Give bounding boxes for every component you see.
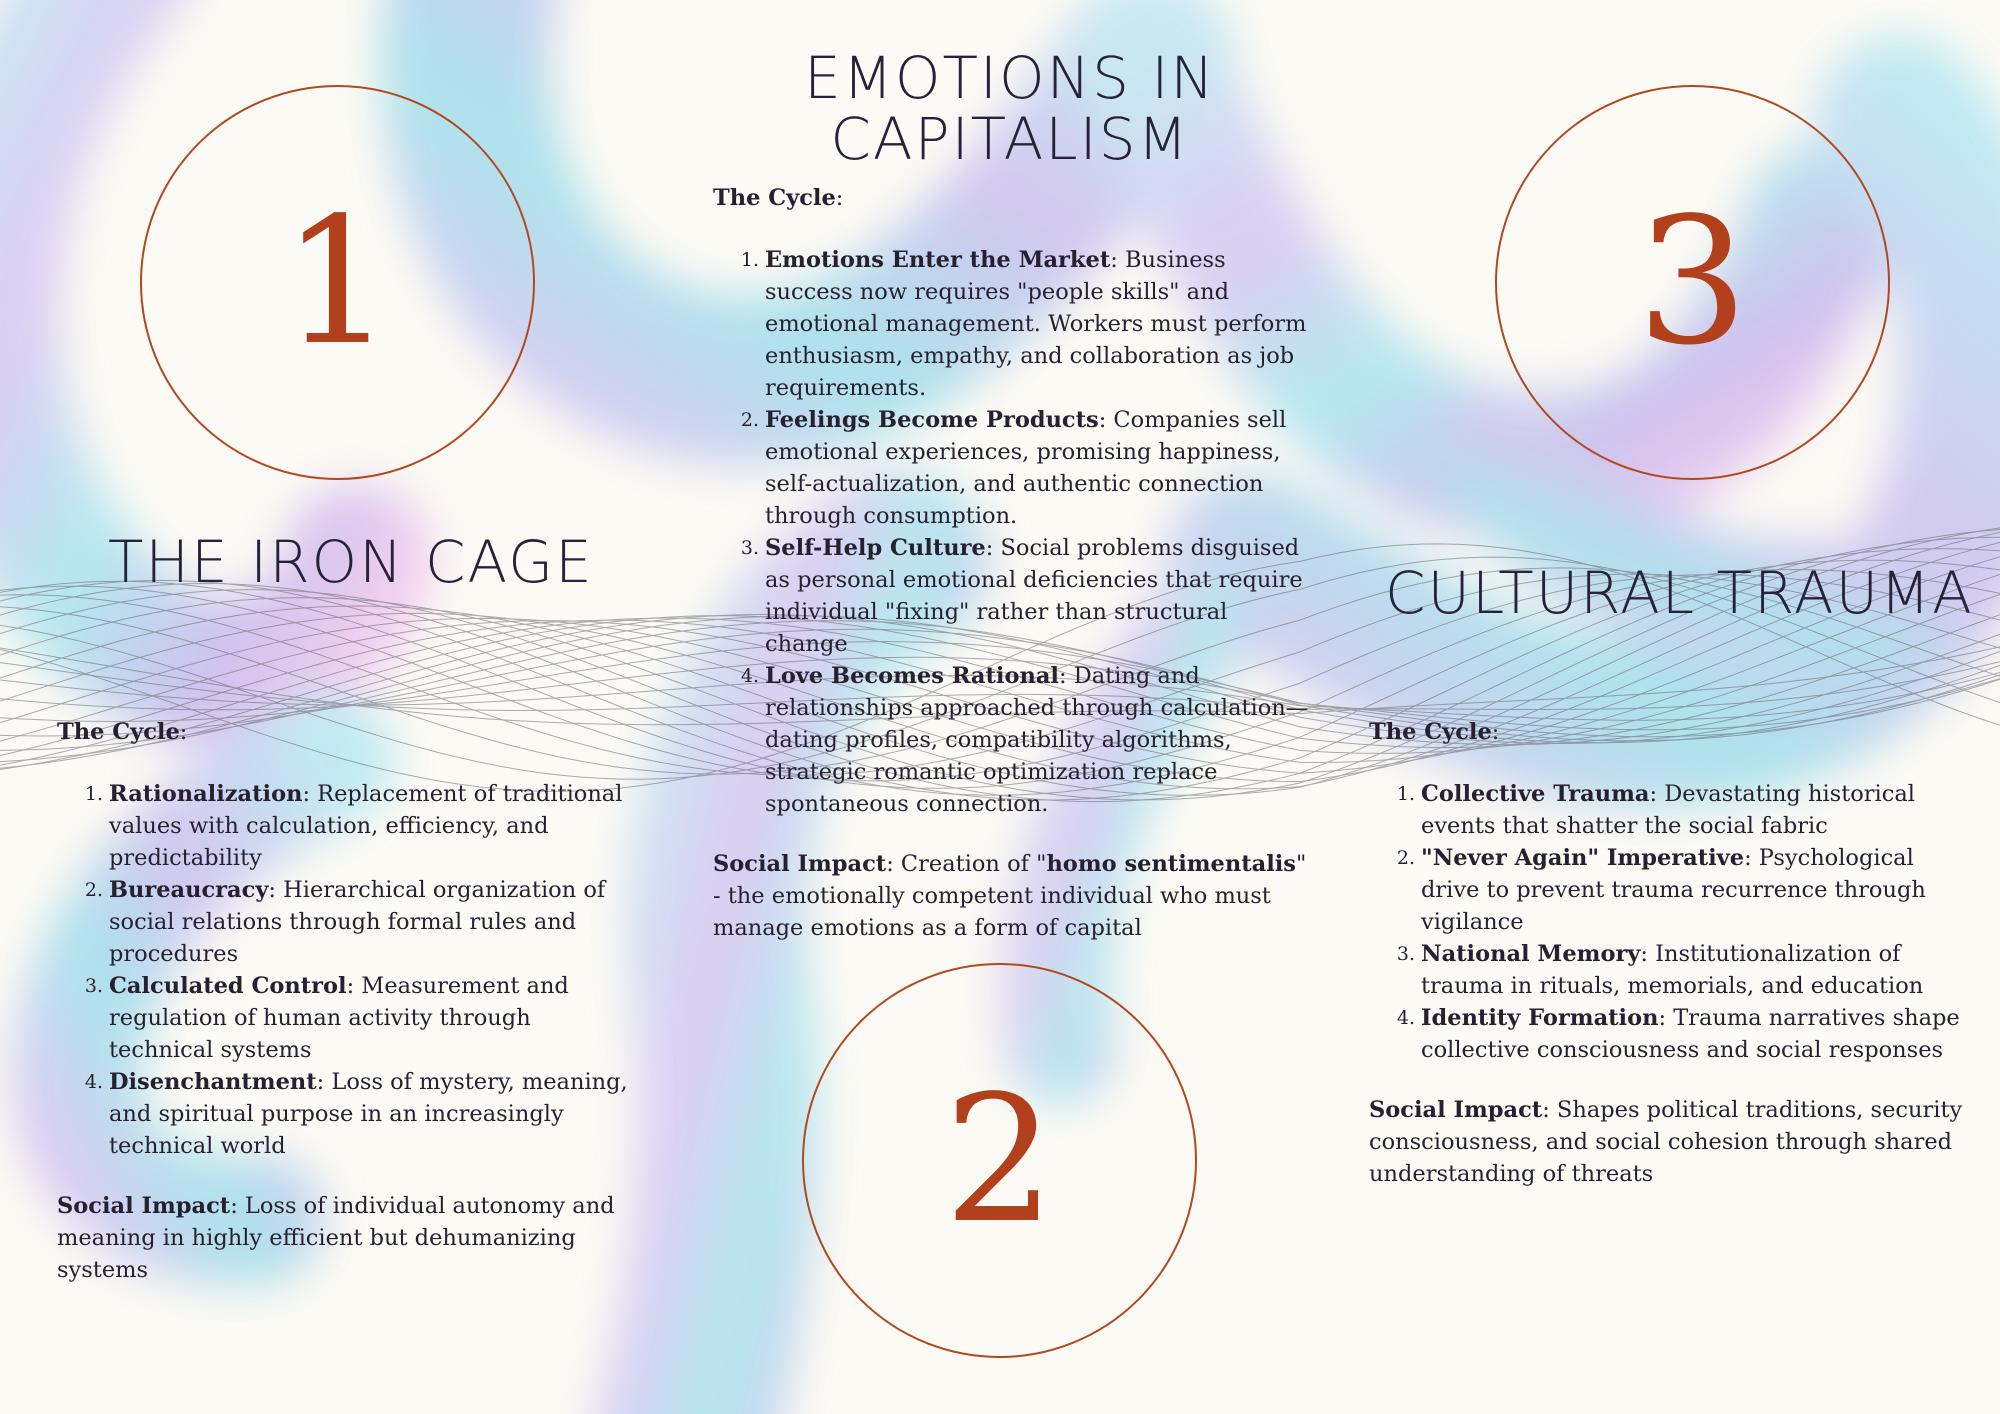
section-2-social-impact: Social Impact: Creation of "homo sentimentalis" - the emotionally competent individual who must manage emotions as a form of capital	[713, 851, 1307, 941]
section-1-content	[57, 716, 632, 1309]
section-3-title: CULTURAL TRAUMA	[1385, 559, 1974, 627]
page-title	[780, 44, 1240, 173]
list-item: 1. Collective Trauma: Devastating historical events that shatter the social fabric	[1396, 781, 1915, 839]
page-title-line1: EMOTIONS IN	[804, 44, 1216, 112]
list-item: 4. Identity Formation: Trauma narratives shape collective consciousness and social responses	[1396, 1005, 1960, 1063]
list-item: 1. Emotions Enter the Market: Business success now requires "people skills" and emotional management. Workers must perform enthusiasm, empathy, and collaboration as job requirements.	[740, 247, 1307, 401]
list-item: 1. Rationalization: Replacement of traditional values with calculation, efficiency, and predictability	[84, 781, 623, 871]
section-3-content	[1369, 716, 1969, 1213]
list-item: 4. Disenchantment: Loss of mystery, meaning, and spiritual purpose in an increasingly technical world	[84, 1069, 628, 1159]
section-2-cycle-heading: The Cycle:	[713, 185, 844, 211]
list-item: 4. Love Becomes Rational: Dating and relationships approached through calculation—dating profiles, compatibility algorithms, strategic romantic optimization replace spontaneous connection.	[740, 663, 1309, 817]
list-item: 3. Calculated Control: Measurement and regulation of human activity through technical systems	[84, 973, 569, 1063]
section-1-number: 1	[281, 181, 394, 384]
section-2-content	[713, 182, 1313, 967]
section-3-number-circle	[1495, 85, 1890, 480]
section-1-number-circle	[140, 85, 535, 480]
section-2-number-circle	[802, 963, 1197, 1358]
list-item: 2. Feelings Become Products: Companies sell emotional experiences, promising happiness, self-actualization, and authentic connection through consumption.	[740, 407, 1287, 529]
section-2-number: 2	[943, 1059, 1056, 1262]
page-title-line2: CAPITALISM	[830, 104, 1190, 173]
section-1-title: THE IRON CAGE	[108, 528, 594, 596]
section-3-number: 3	[1636, 181, 1749, 384]
list-item: 3. Self-Help Culture: Social problems disguised as personal emotional deficiencies that require individual "fixing" rather than structural change	[740, 535, 1303, 657]
list-item: 3. National Memory: Institutionalization of trauma in rituals, memorials, and education	[1396, 941, 1924, 999]
section-1-cycle-heading: The Cycle:	[57, 719, 188, 745]
section-2-cycle-list	[713, 244, 1313, 820]
section-3-social-impact: Social Impact: Shapes political traditions, security consciousness, and social cohesion through shared understanding of threats	[1369, 1097, 1963, 1187]
section-3-cycle-heading: The Cycle:	[1369, 719, 1500, 745]
list-item: 2. "Never Again" Imperative: Psychological drive to prevent trauma recurrence through vigilance	[1396, 845, 1926, 935]
section-1-social-impact: Social Impact: Loss of individual autonomy and meaning in highly efficient but dehumanizing systems	[57, 1193, 615, 1283]
section-3-cycle-list	[1369, 778, 1969, 1066]
list-item: 2. Bureaucracy: Hierarchical organization of social relations through formal rules and procedures	[84, 877, 606, 967]
section-1-cycle-list	[57, 778, 632, 1162]
